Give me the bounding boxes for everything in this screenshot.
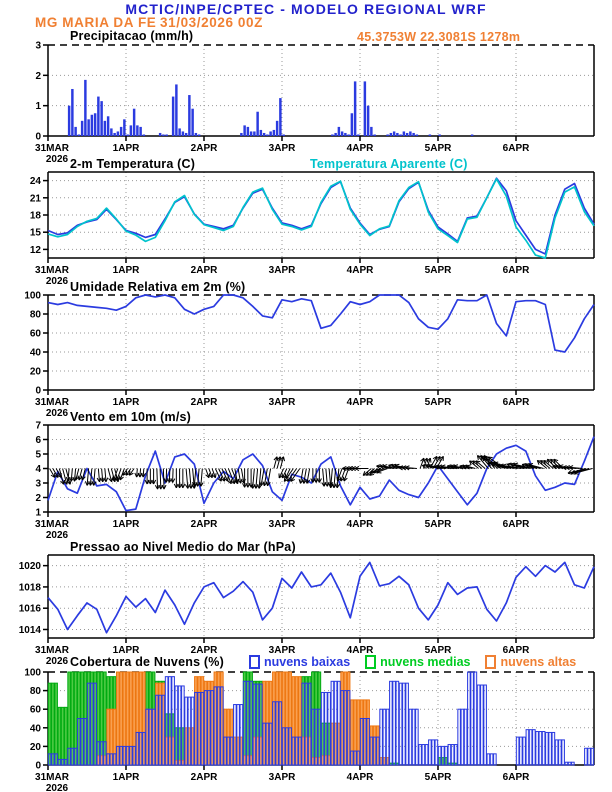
svg-text:20: 20 bbox=[29, 366, 41, 378]
svg-text:1APR: 1APR bbox=[112, 397, 140, 408]
svg-text:31MAR: 31MAR bbox=[35, 265, 69, 276]
panel-title-cloud-cover: Cobertura de Nuvens (%) bbox=[70, 655, 224, 669]
svg-text:4APR: 4APR bbox=[346, 397, 374, 408]
svg-text:31MAR: 31MAR bbox=[35, 645, 69, 656]
svg-text:80: 80 bbox=[29, 309, 41, 321]
svg-text:100: 100 bbox=[24, 667, 41, 679]
svg-text:3APR: 3APR bbox=[268, 265, 296, 276]
svg-text:3APR: 3APR bbox=[268, 397, 296, 408]
humidity-chart bbox=[0, 289, 612, 419]
svg-text:1: 1 bbox=[35, 101, 41, 113]
panel-title-precipitation: Precipitacao (mm/h) bbox=[70, 29, 194, 43]
svg-text:3APR: 3APR bbox=[268, 645, 296, 656]
svg-text:0: 0 bbox=[35, 131, 41, 143]
svg-text:6APR: 6APR bbox=[502, 397, 530, 408]
panel-title-apparent-temperature: Temperatura Aparente (C) bbox=[310, 157, 468, 171]
svg-text:1APR: 1APR bbox=[112, 645, 140, 656]
svg-text:15: 15 bbox=[29, 227, 41, 239]
svg-text:21: 21 bbox=[29, 193, 41, 205]
svg-text:1014: 1014 bbox=[18, 624, 41, 636]
svg-text:4APR: 4APR bbox=[346, 645, 374, 656]
svg-text:6APR: 6APR bbox=[502, 265, 530, 276]
svg-text:7: 7 bbox=[35, 420, 41, 432]
svg-text:5APR: 5APR bbox=[424, 397, 452, 408]
svg-text:40: 40 bbox=[29, 347, 41, 359]
panel-title-pressure: Pressao ao Nivel Medio do Mar (hPa) bbox=[70, 540, 296, 554]
svg-text:60: 60 bbox=[29, 328, 41, 340]
svg-text:5APR: 5APR bbox=[424, 143, 452, 154]
high-cloud-swatch-icon bbox=[485, 655, 496, 669]
svg-text:1APR: 1APR bbox=[112, 143, 140, 154]
svg-text:6APR: 6APR bbox=[502, 772, 530, 783]
svg-text:2026: 2026 bbox=[45, 154, 69, 165]
svg-text:1016: 1016 bbox=[18, 603, 41, 615]
svg-text:5APR: 5APR bbox=[424, 772, 452, 783]
svg-text:0: 0 bbox=[35, 385, 41, 397]
svg-text:4APR: 4APR bbox=[346, 519, 374, 530]
svg-text:4: 4 bbox=[35, 464, 41, 475]
svg-text:2: 2 bbox=[35, 493, 41, 504]
station-name: MG MARIA DA FE bbox=[35, 15, 157, 30]
cloud-legend bbox=[249, 655, 576, 669]
cloud-cover-chart bbox=[0, 666, 612, 792]
pressure-chart bbox=[0, 549, 612, 666]
panel-title-wind: Vento em 10m (m/s) bbox=[70, 410, 192, 424]
svg-text:20: 20 bbox=[29, 741, 41, 753]
svg-text:6: 6 bbox=[35, 435, 41, 446]
svg-text:24: 24 bbox=[29, 176, 41, 188]
report-title: MCTIC/INPE/CPTEC - MODELO REGIONAL WRF bbox=[125, 1, 487, 17]
svg-text:2APR: 2APR bbox=[190, 265, 218, 276]
panel-title-temperature: 2-m Temperatura (C) bbox=[70, 157, 196, 171]
svg-text:2026: 2026 bbox=[45, 276, 69, 287]
svg-text:4APR: 4APR bbox=[346, 772, 374, 783]
svg-text:2026: 2026 bbox=[45, 530, 69, 541]
svg-text:2APR: 2APR bbox=[190, 772, 218, 783]
svg-text:3APR: 3APR bbox=[268, 143, 296, 154]
svg-text:4APR: 4APR bbox=[346, 265, 374, 276]
svg-text:1APR: 1APR bbox=[112, 519, 140, 530]
svg-text:5APR: 5APR bbox=[424, 645, 452, 656]
svg-text:2026: 2026 bbox=[45, 656, 69, 666]
svg-text:6APR: 6APR bbox=[502, 645, 530, 656]
svg-text:2APR: 2APR bbox=[190, 645, 218, 656]
svg-text:1APR: 1APR bbox=[112, 265, 140, 276]
svg-text:3: 3 bbox=[35, 478, 41, 490]
mid-cloud-swatch-icon bbox=[365, 655, 376, 669]
svg-text:6APR: 6APR bbox=[502, 519, 530, 530]
svg-text:3: 3 bbox=[35, 40, 41, 52]
svg-text:1018: 1018 bbox=[18, 582, 41, 594]
svg-text:31MAR: 31MAR bbox=[35, 519, 69, 530]
precipitation-chart bbox=[0, 39, 612, 166]
low-cloud-swatch-icon bbox=[249, 655, 260, 669]
svg-text:2026: 2026 bbox=[45, 408, 69, 419]
run-datetime: 31/03/2026 00Z bbox=[160, 15, 263, 30]
svg-text:1: 1 bbox=[35, 507, 41, 519]
svg-text:2026: 2026 bbox=[45, 783, 69, 792]
svg-text:4APR: 4APR bbox=[346, 143, 374, 154]
svg-text:12: 12 bbox=[29, 244, 41, 256]
svg-text:31MAR: 31MAR bbox=[35, 397, 69, 408]
svg-text:60: 60 bbox=[29, 704, 41, 716]
svg-text:18: 18 bbox=[29, 210, 41, 222]
svg-text:0: 0 bbox=[35, 760, 41, 772]
temperature-chart bbox=[0, 166, 612, 288]
svg-text:5: 5 bbox=[35, 449, 41, 461]
legend-nuvens-medias: nuvens medias bbox=[365, 655, 470, 669]
svg-text:5APR: 5APR bbox=[424, 519, 452, 530]
svg-text:2APR: 2APR bbox=[190, 519, 218, 530]
legend-nuvens-altas: nuvens altas bbox=[485, 655, 576, 669]
svg-text:2: 2 bbox=[35, 70, 41, 82]
panel-title-humidity: Umidade Relativa em 2m (%) bbox=[70, 280, 246, 294]
svg-text:100: 100 bbox=[24, 290, 41, 302]
svg-text:6APR: 6APR bbox=[502, 143, 530, 154]
svg-text:2APR: 2APR bbox=[190, 397, 218, 408]
svg-text:40: 40 bbox=[29, 723, 41, 735]
svg-text:2APR: 2APR bbox=[190, 143, 218, 154]
legend-nuvens-baixas: nuvens baixas bbox=[249, 655, 350, 669]
station-coordinates: 45.3753W 22.3081S 1278m bbox=[357, 30, 521, 44]
svg-text:31MAR: 31MAR bbox=[35, 772, 69, 783]
svg-text:1020: 1020 bbox=[18, 561, 41, 573]
svg-text:1APR: 1APR bbox=[112, 772, 140, 783]
svg-text:5APR: 5APR bbox=[424, 265, 452, 276]
svg-text:3APR: 3APR bbox=[268, 519, 296, 530]
svg-text:80: 80 bbox=[29, 686, 41, 698]
wind-chart bbox=[0, 419, 612, 542]
svg-text:31MAR: 31MAR bbox=[35, 143, 69, 154]
svg-text:3APR: 3APR bbox=[268, 772, 296, 783]
